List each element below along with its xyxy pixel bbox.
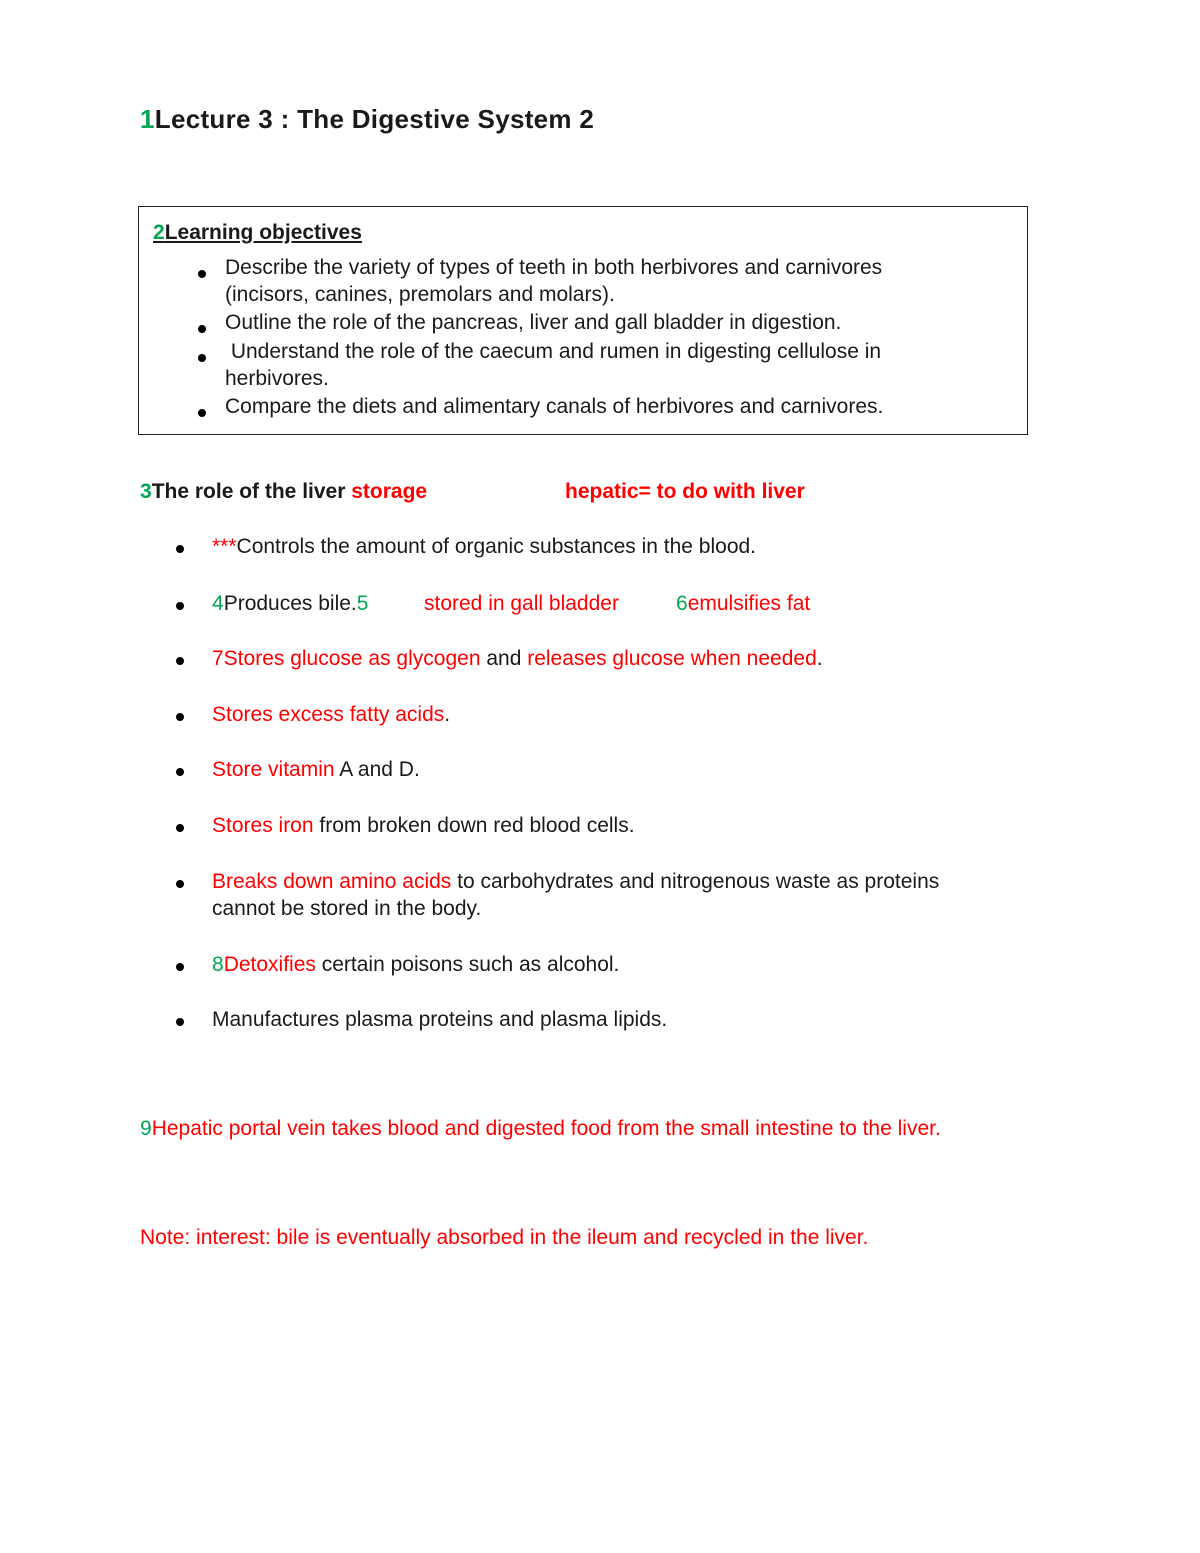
objective-line: Compare the diets and alimentary canals of herbivores and carnivores. — [225, 395, 884, 418]
highlight-text: Breaks down amino acids — [212, 870, 452, 893]
list-item — [212, 758, 420, 782]
bullet-icon — [176, 880, 184, 888]
liver-section-heading — [140, 480, 427, 504]
list-item-text: to carbohydrates and nitrogenous waste as proteins — [451, 870, 940, 893]
list-item-text: from broken down red blood cells. — [313, 814, 635, 837]
objective-line: Describe the variety of types of teeth in both herbivores and carnivores — [225, 256, 883, 279]
liver-heading-text: The role of the liver — [151, 480, 352, 503]
portal-text: Hepatic portal vein takes blood and digested food from the small intestine to the liver. — [151, 1117, 941, 1140]
list-item — [212, 814, 635, 838]
liver-number: 3 — [140, 480, 152, 503]
bullet-icon — [176, 545, 184, 553]
objective-line: herbivores. — [225, 367, 329, 390]
bullet-icon — [176, 602, 184, 610]
highlight-text: Detoxifies — [223, 953, 316, 976]
objective-line: (incisors, canines, premolars and molars). — [225, 283, 615, 306]
emulsifies-text: emulsifies fat — [687, 592, 811, 615]
emulsifies-note — [676, 592, 810, 616]
hepatic-portal-vein-note — [140, 1117, 941, 1141]
bullet-icon — [198, 325, 206, 333]
title-number: 1 — [140, 104, 155, 134]
list-item — [212, 703, 450, 727]
list-item-text: . — [816, 647, 823, 670]
bile-recycling-note: Note: interest: bile is eventually absorbed in the ileum and recycled in the liver. — [140, 1226, 869, 1249]
objectives-heading-text: Learning objectives — [164, 221, 362, 244]
bullet-icon — [198, 409, 206, 417]
list-item — [212, 535, 756, 559]
list-item-continuation: cannot be stored in the body. — [212, 897, 482, 920]
list-item-text: Controls the amount of organic substances in the blood. — [236, 535, 757, 558]
bullet-icon — [176, 768, 184, 776]
highlight-text: Store vitamin — [212, 758, 335, 781]
bullet-icon — [176, 1018, 184, 1026]
learning-objectives-box — [138, 206, 1028, 435]
list-item-text: A and D. — [334, 758, 420, 781]
list-item — [212, 870, 939, 894]
objective-line: Outline the role of the pancreas, liver and gall bladder in digestion. — [225, 311, 842, 334]
list-item-text: and — [480, 647, 528, 670]
bullet-icon — [176, 824, 184, 832]
item-number: 5 — [356, 592, 369, 615]
item-number: 4 — [212, 592, 224, 615]
bullet-icon — [198, 270, 206, 278]
list-item — [212, 953, 619, 977]
list-item-text: . — [444, 703, 451, 726]
bullet-icon — [176, 963, 184, 971]
objectives-number: 2 — [153, 221, 165, 244]
storage-label: storage — [351, 480, 428, 503]
list-item-text: certain poisons such as alcohol. — [315, 953, 620, 976]
list-item-text: Produces bile. — [223, 592, 357, 615]
highlight-text: Stores excess fatty acids — [212, 703, 445, 726]
highlight-text: Stores iron — [212, 814, 314, 837]
highlight-text: releases glucose when needed — [527, 647, 817, 670]
list-item — [212, 592, 368, 616]
objectives-heading — [153, 221, 362, 245]
highlight-text: 7Stores glucose as glycogen — [212, 647, 481, 670]
item-number: 9 — [140, 1117, 152, 1140]
list-item: Manufactures plasma proteins and plasma lipids. — [212, 1008, 668, 1031]
item-number: 6 — [676, 592, 688, 615]
list-item — [212, 647, 823, 671]
stored-in-gall-bladder: stored in gall bladder — [424, 592, 619, 615]
bullet-icon — [198, 354, 206, 362]
objective-line: Understand the role of the caecum and rumen in digesting cellulose in — [225, 340, 882, 363]
title-text: Lecture 3 : The Digestive System 2 — [154, 104, 595, 134]
hepatic-definition: hepatic= to do with liver — [565, 480, 805, 503]
bullet-icon — [176, 713, 184, 721]
stars-marker: *** — [212, 535, 237, 558]
bullet-icon — [176, 657, 184, 665]
item-number: 8 — [212, 953, 224, 976]
page-title — [140, 104, 594, 135]
